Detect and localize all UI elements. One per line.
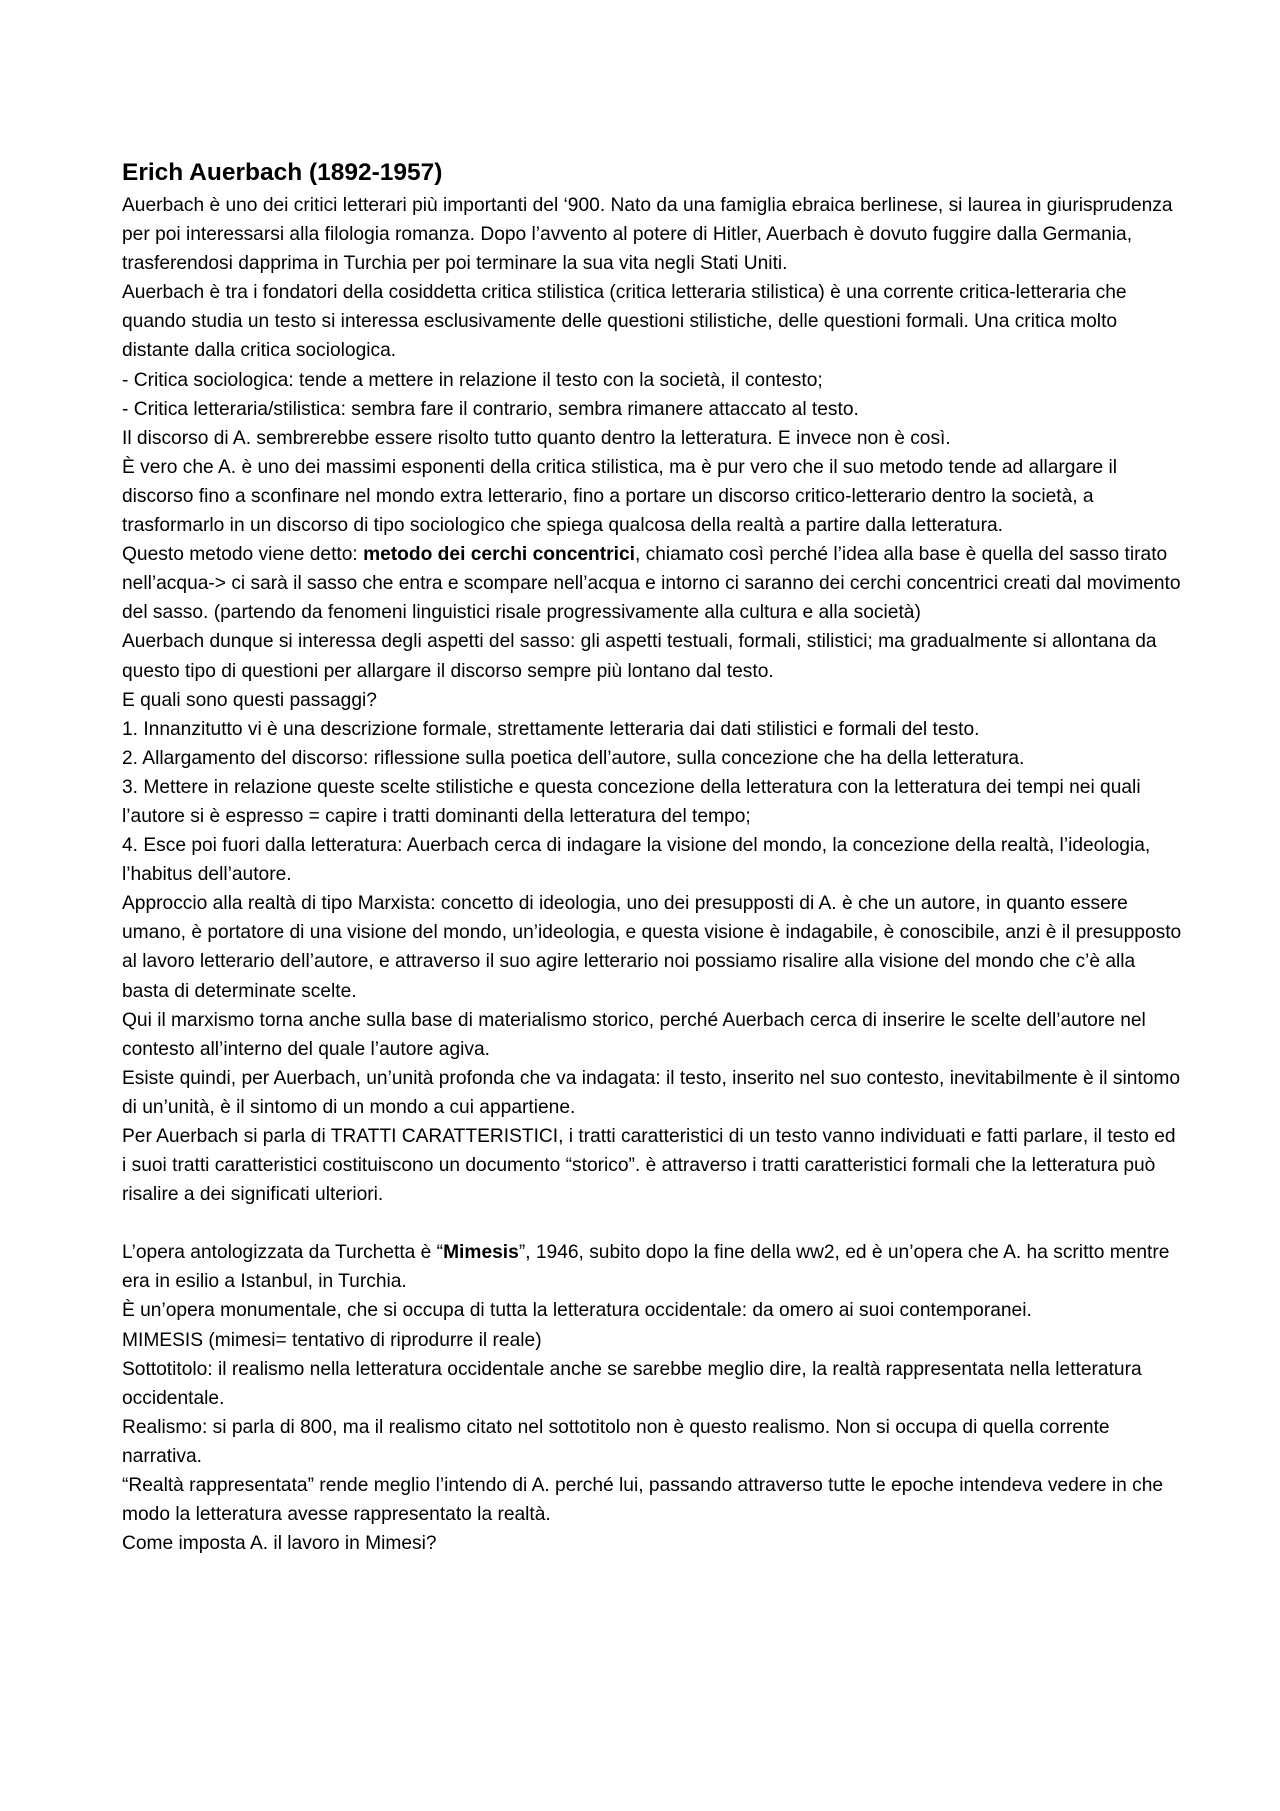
paragraph-passaggi-question: E quali sono questi passaggi? [122,689,377,711]
list-item-3: 3. Mettere in relazione queste scelte stilistiche e questa concezione della letteratura con la letteratura dei tempi nei quali l’autore si è espresso = capire i tratti dominanti della letteratura del tempo; [122,776,1141,827]
bold-term-mimesis: Mimesis [443,1242,519,1264]
paragraph-mimesi-def: MIMESIS (mimesi= tentativo di riprodurre il reale) [122,1329,542,1351]
paragraph-gap [122,1209,1182,1238]
list-item-4: 4. Esce poi fuori dalla letteratura: Auerbach cerca di indagare la visione del mondo, la concezione della realtà, l’ideologia, l’habitus dell’autore. [122,835,1151,886]
paragraph-critica-stilistica: Auerbach è tra i fondatori della cosiddetta critica stilistica (critica letteraria stilistica) è una corrente critica-letteraria che quando studia un testo si interessa esclusivamente delle questioni stilistiche, delle questioni formali. Una critica molto distante dalla critica sociologica. [122,282,1127,362]
paragraph-realismo: Realismo: si parla di 800, ma il realismo citato nel sottotitolo non è questo realismo. Non si occupa di quella corrente narrativa. [122,1416,1110,1467]
paragraph-realta-rappresentata: “Realtà rappresentata” rende meglio l’intendo di A. perché lui, passando attraverso tutte le epoche intendeva vedere in che modo la letteratura avesse rappresentato la realtà. [122,1475,1164,1526]
text-run: , chiamato così perché l’idea alla base è quella del sasso tirato nell’acqua-> ci sarà il sasso che entra e scompare nell’acqua e intorno ci saranno dei cerchi concentrici creati dal movimento del sasso. (partendo da fenomeni linguistici risale progressivamente alla cultura e alla società) [122,544,1181,624]
text-run: Questo metodo viene detto: [122,544,364,566]
paragraph-mimesis [122,1238,1182,1296]
paragraph-critica-sociologica: - Critica sociologica: tende a mettere in relazione il testo con la società, il contesto; [122,369,823,391]
text-run: L’opera antologizzata da Turchetta è “ [122,1242,444,1264]
paragraph-materialismo: Qui il marxismo torna anche sulla base di materialismo storico, perché Auerbach cerca di inserire le scelte dell’autore nel contesto all’interno del quale l’autore agiva. [122,1009,1146,1060]
paragraph-imposta: Come imposta A. il lavoro in Mimesi? [122,1533,437,1555]
paragraph-tratti: Per Auerbach si parla di TRATTI CARATTERISTICI, i tratti caratteristici di un testo vanno individuati e fatti parlare, il testo ed i suoi tratti caratteristici costituiscono un documento “storico”. è attraverso i tratti caratteristici formali che la letteratura può risalire a dei significati ulteriori. [122,1126,1176,1206]
paragraph-biography: Auerbach è uno dei critici letterari più importanti del ‘900. Nato da una famiglia ebraica berlinese, si laurea in giurisprudenza per poi interessarsi alla filologia romanza. Dopo l’avvento al potere di Hitler, Auerbach è dovuto fuggire dalla Germania, trasferendosi dapprima in Turchia per poi terminare la sua vita negli Stati Uniti. [122,195,1173,275]
paragraph-marxista: Approccio alla realtà di tipo Marxista: concetto di ideologia, uno dei presupposti di A. è che un autore, in quanto essere umano, è portatore di una visione del mondo, un’ideologia, e questa visione è indagabile, è conoscibile, anzi è il presupposto al lavoro letterario dell’autore, e attraverso il suo agire letterario noi possiamo risalire alla visione del mondo che c’è alla basta di determinate scelte. [122,893,1182,1002]
paragraph-sottotitolo: Sottotitolo: il realismo nella letteratura occidentale anche se sarebbe meglio dire, la realtà rappresentata nella letteratura occidentale. [122,1358,1142,1409]
document-title: Erich Auerbach (1892-1957) [122,159,443,186]
paragraph-metodo: È vero che A. è uno dei massimi esponenti della critica stilistica, ma è pur vero che il suo metodo tende ad allargare il discorso fino a sconfinare nel mondo extra letterario, fino a portare un discorso critico-letterario dentro la società, a trasformarlo in un discorso di tipo sociologico che spiega qualcosa della realtà a partire dalla letteratura. [122,456,1118,537]
bold-term-cerchi: metodo dei cerchi concentrici [363,544,635,566]
paragraph-critica-letteraria: - Critica letteraria/stilistica: sembra fare il contrario, sembra rimanere attaccato al testo. [122,398,859,420]
list-item-2: 2. Allargamento del discorso: riflessione sulla poetica dell’autore, sulla concezione che ha della letteratura. [122,747,1025,769]
list-item-1: 1. Innanzitutto vi è una descrizione formale, strettamente letteraria dai dati stilistici e formali del testo. [122,718,980,740]
paragraph-monumentale: È un’opera monumentale, che si occupa di tutta la letteratura occidentale: da omero ai suoi contemporanei. [122,1300,1032,1322]
paragraph-discorso: Il discorso di A. sembrerebbe essere risolto tutto quanto dentro la letteratura. E invece non è così. [122,427,951,449]
text-run: ”, 1946, subito dopo la fine della ww2, ed è un’opera che A. ha scritto mentre era in esilio a Istanbul, in Turchia. [122,1242,1170,1293]
paragraph-aspetti-sasso: Auerbach dunque si interessa degli aspetti del sasso: gli aspetti testuali, formali, stilistici; ma gradualmente si allontana da questo tipo di questioni per allargare il discorso sempre più lontano dal testo. [122,631,1157,682]
document-page [122,155,1182,1558]
paragraph-unita: Esiste quindi, per Auerbach, un’unità profonda che va indagata: il testo, inserito nel suo contesto, inevitabilmente è il sintomo di un’unità, è il sintomo di un mondo a cui appartiene. [122,1067,1181,1118]
paragraph-cerchi-concentrici [122,540,1182,627]
